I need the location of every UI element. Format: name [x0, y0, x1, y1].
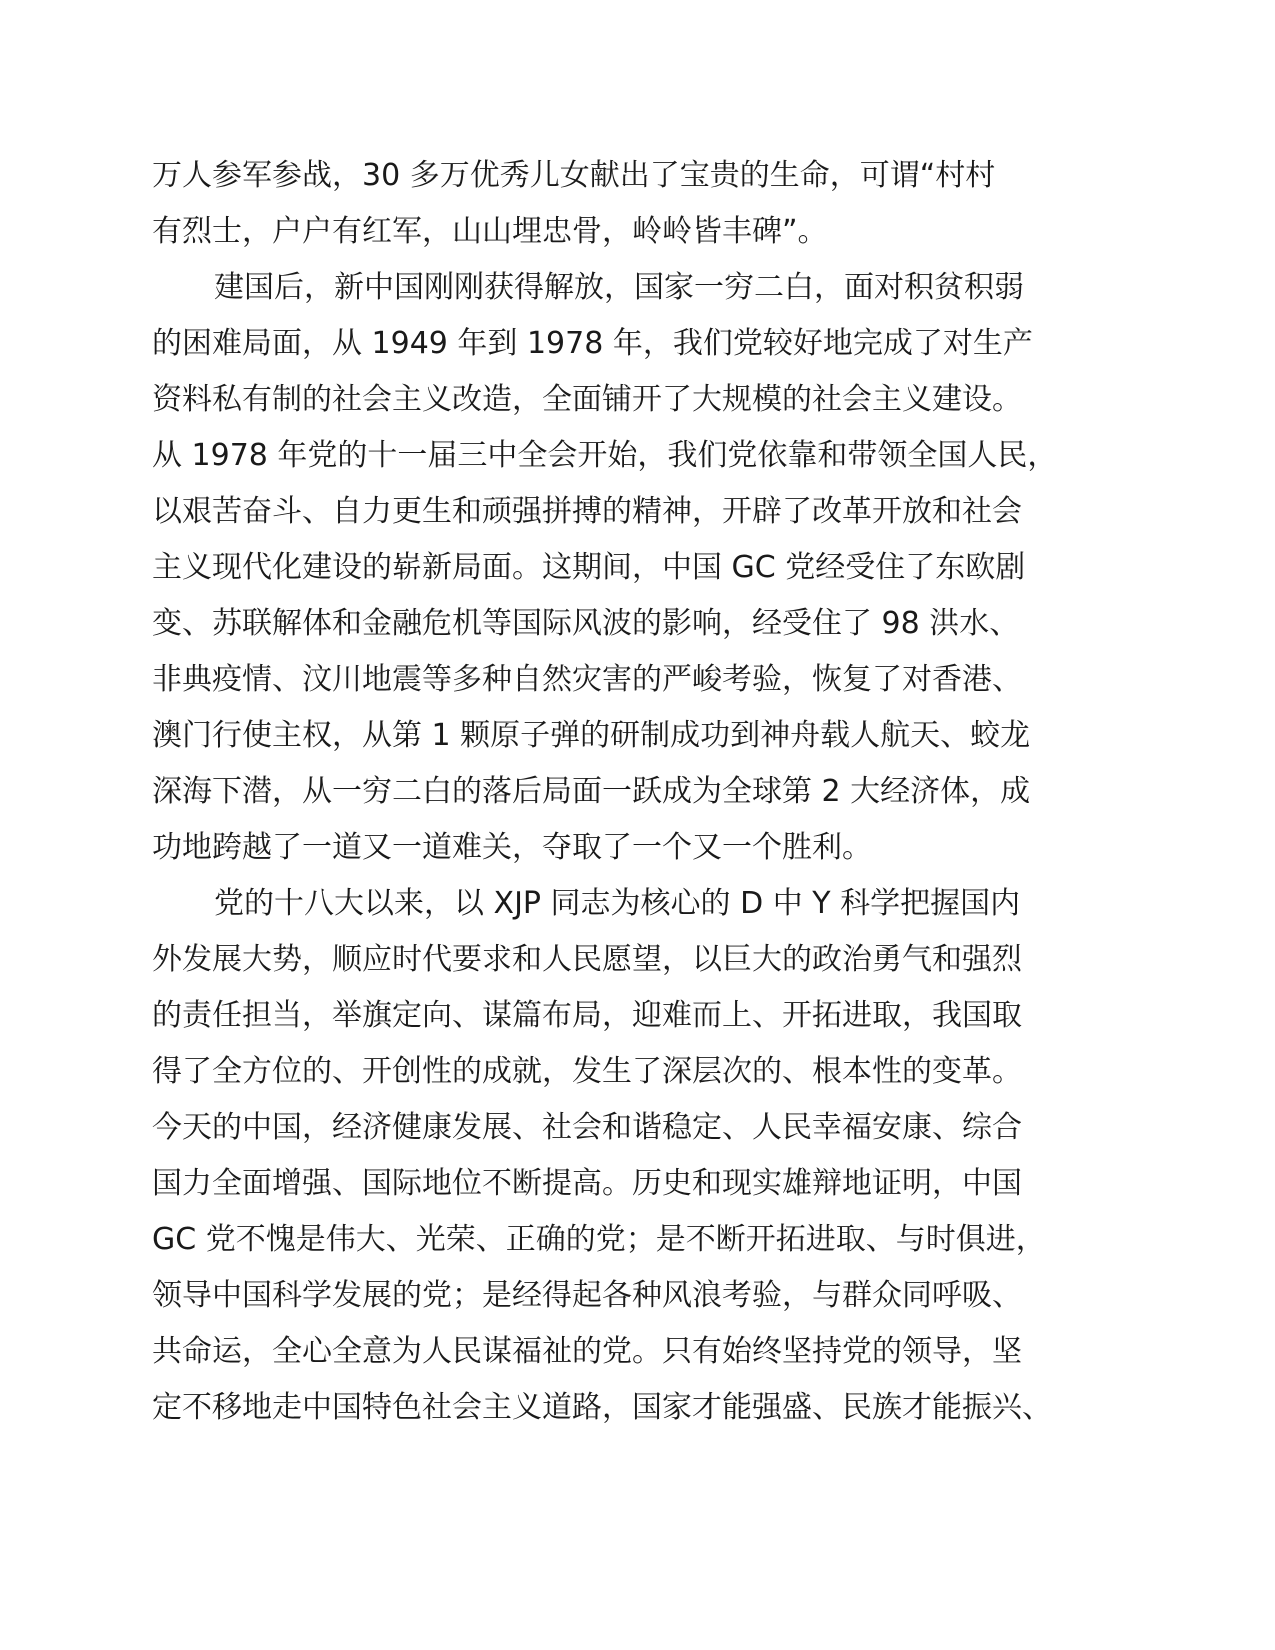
body-text [152, 148, 1112, 1436]
text-line: 有烈士，户户有红军，山山埋忠骨，岭岭皆丰碑”。 [152, 214, 828, 249]
text-line: 今天的中国，经济健康发展、社会和谐稳定、人民幸福安康、综合 [152, 1110, 1022, 1145]
text-line: 资料私有制的社会主义改造，全面铺开了大规模的社会主义建设。 [152, 382, 1022, 417]
text-line: 以艰苦奋斗、自力更生和顽强拼搏的精神，开辟了改革开放和社会 [152, 494, 1022, 529]
text-line: 从 1978 年党的十一届三中全会开始，我们党依靠和带领全国人民， [152, 438, 1058, 473]
text-line: 功地跨越了一道又一道难关，夺取了一个又一个胜利。 [152, 830, 872, 865]
text-line: 深海下潜，从一穷二白的落后局面一跃成为全球第 2 大经济体，成 [152, 774, 1031, 809]
text-line: 国力全面增强、国际地位不断提高。历史和现实雄辩地证明，中国 [152, 1166, 1022, 1201]
text-line: 领导中国科学发展的党；是经得起各种风浪考验，与群众同呼吸、 [152, 1278, 1022, 1313]
paragraph-start-line: 建国后，新中国刚刚获得解放，国家一穷二白，面对积贫积弱 [214, 270, 1024, 305]
text-line: 的困难局面，从 1949 年到 1978 年，我们党较好地完成了对生产 [152, 326, 1033, 361]
text-line: 非典疫情、汶川地震等多种自然灾害的严峻考验，恢复了对香港、 [152, 662, 1022, 697]
text-line: 定不移地走中国特色社会主义道路，国家才能强盛、民族才能振兴、 [152, 1390, 1052, 1425]
text-line: 变、苏联解体和金融危机等国际风波的影响，经受住了 98 洪水、 [152, 606, 1020, 641]
text-line: 万人参军参战，30 多万优秀儿女献出了宝贵的生命，可谓“村村 [152, 158, 996, 193]
text-line: 共命运，全心全意为人民谋福祉的党。只有始终坚持党的领导，坚 [152, 1334, 1022, 1369]
text-line: GC 党不愧是伟大、光荣、正确的党；是不断开拓进取、与时俱进， [152, 1222, 1046, 1257]
paragraph-start-line: 党的十八大以来，以 XJP 同志为核心的 D 中 Y 科学把握国内 [214, 886, 1021, 921]
text-line: 主义现代化建设的崭新局面。这期间，中国 GC 党经受住了东欧剧 [152, 550, 1026, 585]
text-line: 得了全方位的、开创性的成就，发生了深层次的、根本性的变革。 [152, 1054, 1022, 1089]
text-line: 澳门行使主权，从第 1 颗原子弹的研制成功到神舟载人航天、蛟龙 [152, 718, 1031, 753]
text-line: 外发展大势，顺应时代要求和人民愿望，以巨大的政治勇气和强烈 [152, 942, 1022, 977]
text-line: 的责任担当，举旗定向、谋篇布局，迎难而上、开拓进取，我国取 [152, 998, 1022, 1033]
